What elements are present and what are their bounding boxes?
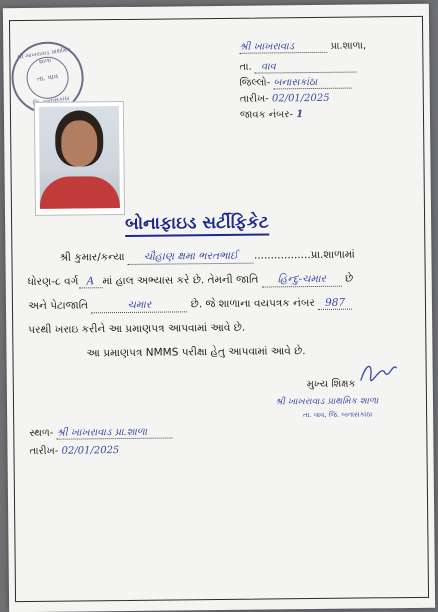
header-ta-value: વાવ — [255, 61, 357, 74]
certificate-paper — [3, 4, 435, 612]
header-date-line — [240, 93, 330, 105]
seal-center: તા. વાવ — [24, 54, 72, 102]
header-district-value: બનાસકાંઠા — [273, 77, 351, 90]
student-photo-image — [39, 106, 120, 209]
footer-date-line — [29, 445, 119, 457]
footer-date-value: 02/01/2025 — [61, 445, 120, 457]
header-ta-line — [239, 61, 357, 74]
body-line-3-a: અને પેટાજાતિ — [27, 299, 89, 312]
headmaster-stamp-sub: તા. વાવ, જિ. બનાસકાંઠા — [303, 410, 373, 420]
footer-date-label: તારીખ- — [29, 445, 59, 457]
headmaster-label: મુખ્ય શિક્ષક — [306, 378, 356, 391]
header-outward-value: 1 — [296, 109, 304, 121]
class-value: A — [78, 275, 102, 288]
seal-ring-top: શ્રી ખાખરાવાડ પ્રાથમિક શાળા — [16, 46, 72, 66]
headmaster-signature — [359, 358, 399, 388]
body-line-2-c: છે — [345, 272, 354, 285]
header-outward-line — [240, 109, 303, 121]
certificate-title: બોનાફાઇડ સર્ટીફિકેટ — [125, 212, 269, 237]
header-ta-label: તા. — [239, 61, 252, 73]
student-photo — [34, 101, 125, 216]
body-line-3-b: છે. જે શાળાના વયપત્રક નંબર — [190, 296, 315, 311]
body-line-4: પરથી ખરાઇ કરીને આ પ્રમાણપત્ર આપવામાં આવે છે. — [28, 321, 246, 336]
header-school-suffix: પ્રા.શાળા, — [330, 40, 367, 52]
header-school-value: શ્રી ખાખરાવાડ — [239, 41, 327, 54]
subcaste-value: ચમાર — [91, 298, 187, 313]
body-line-2-b: માં હાલ અભ્યાસ કરે છે. તેમની જાતિ — [102, 273, 259, 288]
header-school-line — [239, 40, 366, 53]
body-line-1-prefix: શ્રી કુમાર/કન્યા — [59, 250, 125, 264]
footer-place-label: સ્થળ- — [29, 427, 54, 439]
header-outward-label: જાવક નંબર- — [239, 109, 294, 121]
register-number: 987 — [318, 297, 352, 310]
header-district-label: જિલ્લો- — [239, 77, 271, 89]
header-date-value: 02/01/2025 — [271, 92, 330, 105]
body-line-1-suffix: .................પ્રા.શાળામાં — [253, 248, 355, 262]
footer-place-line — [29, 426, 172, 439]
header-district-line — [240, 77, 352, 90]
header-date-label: તારીખ- — [239, 93, 269, 105]
body-line-5: આ પ્રમાણપત્ર NMMS પરીક્ષા હેતુ આપવામાં આવે છે. — [86, 345, 306, 360]
footer-place-value: શ્રી ખાખરાવાડ પ્રા.શાળા — [56, 426, 172, 439]
caste-value: હિન્દુ-ચમાર — [262, 273, 342, 288]
student-name: ચૌહાણ ક્ષમા ભરતભાઈ — [128, 250, 254, 265]
headmaster-stamp-line: શ્રી ખાખરાવાડ પ્રાથમિક શાળા — [274, 396, 379, 408]
body-line-2-a: ધોરણ-૮ વર્ગ — [27, 275, 79, 289]
